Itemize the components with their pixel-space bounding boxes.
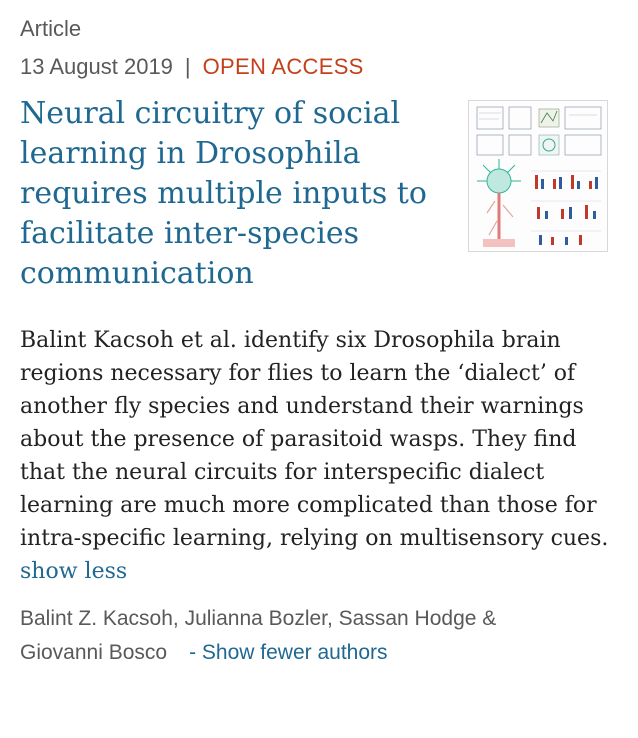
show-fewer-authors-link[interactable]: - Show fewer authors <box>189 641 388 664</box>
graphical-abstract-image <box>469 101 608 252</box>
graphical-abstract-thumbnail[interactable] <box>468 100 608 252</box>
article-card <box>20 14 628 670</box>
article-title-link[interactable]: Neural circuitry of social learning in Drosophila requires multiple inputs to facilitate inter-species communication <box>20 96 427 291</box>
article-type: Article <box>20 16 82 41</box>
title-block <box>20 94 628 314</box>
article-title[interactable] <box>20 94 450 294</box>
abstract-text: Balint Kacsoh et al. identify six Drosophila brain regions necessary for flies to learn the ‘dialect’ of another fly species and understand their warnings about the presence of parasitoid wasps. They find that the neural circuits for interspecific dialect learning are much more complicated than those for intra-specific learning, relying on multisensory cues. <box>20 328 609 551</box>
open-access-badge: OPEN ACCESS <box>202 54 364 79</box>
show-less-link[interactable]: show less <box>20 559 128 584</box>
authors-text: Balint Z. Kacsoh, Julianna Bozler, Sassan Hodge & Giovanni Bosco <box>20 607 497 664</box>
article-meta <box>20 52 628 82</box>
article-abstract <box>20 324 628 588</box>
publication-date: 13 August 2019 <box>20 54 173 79</box>
meta-separator: | <box>184 54 191 79</box>
author-list <box>20 602 560 670</box>
